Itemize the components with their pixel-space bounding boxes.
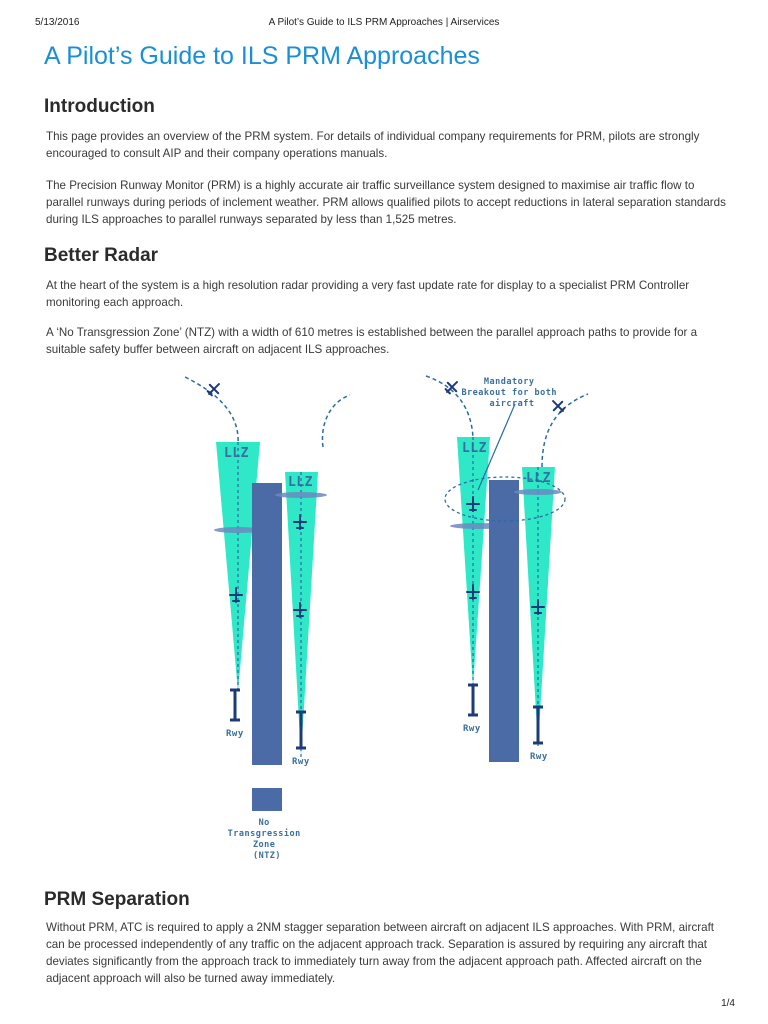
page-number: 1/4 <box>721 998 735 1009</box>
localizer-ring-right <box>275 492 327 498</box>
breakout-path-2 <box>542 394 588 467</box>
page-title: A Pilot’s Guide to ILS PRM Approaches <box>44 42 480 70</box>
left-normal-approach <box>185 377 350 861</box>
aircraft-icon <box>443 378 461 396</box>
aircraft-icon <box>205 380 223 398</box>
intro-paragraph-1: This page provides an overview of the PRM system. For details of individual company requirements for PRM, pilots are strongly encouraged to consult AIP and their company operations manuals. <box>46 130 700 160</box>
rwy-label-right-2: Rwy <box>530 752 548 762</box>
right-breakout-approach <box>426 376 588 762</box>
localizer-ring-right-2 <box>514 489 562 495</box>
rwy-label-left-2: Rwy <box>463 724 481 734</box>
prm-diagram <box>160 362 610 872</box>
heading-introduction: Introduction <box>44 96 155 117</box>
llz-label-left: LLZ <box>224 446 249 461</box>
radar-paragraph-2: A ‘No Transgression Zone’ (NTZ) with a width of 610 metres is established between the parallel approach paths to provide for a suitable safety buffer between aircraft on adjacent ILS approaches. <box>46 326 698 356</box>
breakout-label: Mandatory Breakout for both aircraft <box>461 377 557 409</box>
left-approach-path-2 <box>322 395 350 447</box>
rwy-label-left: Rwy <box>226 729 244 739</box>
separation-paragraph-1: Without PRM, ATC is required to apply a 2NM stagger separation between aircraft on adjacent ILS approaches. With PRM, aircraft can be processed independently of any traffic on the adjacent approach track. Separation is assured by requiring any aircraft that deviates significantly from the approach track to immediately turn away from the adjacent approach path. Affected aircraft on the adjacent approach will also be turned away immediately. <box>46 921 715 985</box>
ntz-legend-label: No Transgression Zone (NTZ) <box>227 818 301 861</box>
print-date: 5/13/2016 <box>35 17 80 28</box>
heading-prm-separation: PRM Separation <box>44 889 190 910</box>
aircraft-icon <box>549 397 567 415</box>
llz-label-left-2: LLZ <box>462 441 487 456</box>
heading-better-radar: Better Radar <box>44 245 159 266</box>
ntz-legend-swatch <box>252 788 282 811</box>
radar-paragraph-1: At the heart of the system is a high resolution radar providing a very fast update rate for display to a specialist PRM Controller monitoring each approach. <box>46 279 690 309</box>
llz-label-right: LLZ <box>288 475 313 490</box>
ntz-zone-left <box>252 483 282 765</box>
print-header <box>0 17 768 31</box>
llz-label-right-2: LLZ <box>526 471 551 486</box>
intro-paragraph-2: The Precision Runway Monitor (PRM) is a highly accurate air traffic surveillance system designed to maximise air traffic flow to parallel runways during periods of inclement weather. PRM allows qualified pilots to accept reductions in lateral separation standards during ILS approaches to parallel runways separated by less than 1,525 metres. <box>46 179 726 226</box>
print-title: A Pilot’s Guide to ILS PRM Approaches | Airservices <box>268 17 500 28</box>
rwy-label-right: Rwy <box>292 757 310 767</box>
ntz-zone-right <box>489 480 519 762</box>
